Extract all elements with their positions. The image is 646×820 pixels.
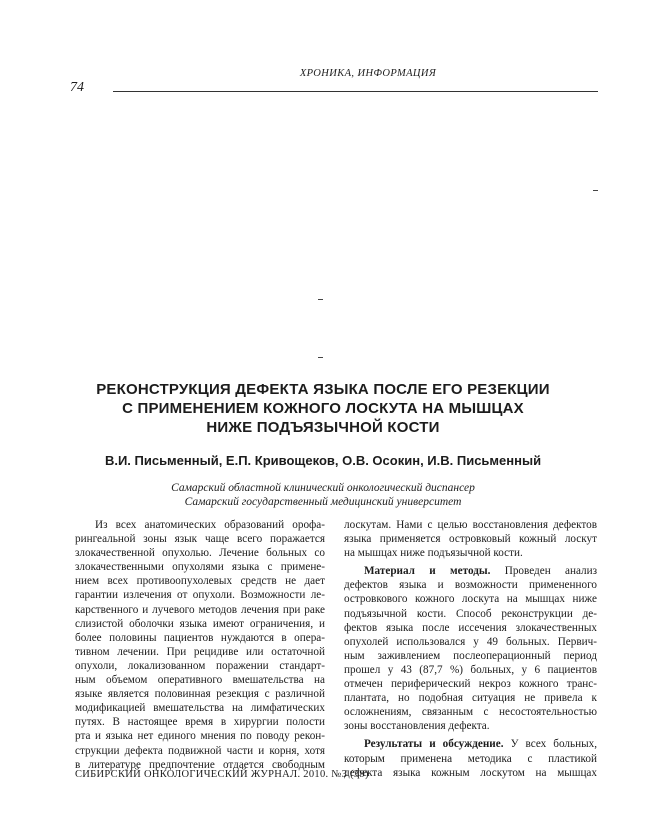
affiliation: Самарский государственный медицинский университет [184, 496, 462, 508]
page-number: 74 [70, 80, 84, 95]
text-line: отмечен периферический некроз кожного транс- [344, 678, 597, 691]
section-heading-methods: Материал и методы. [364, 565, 491, 578]
text-line: карственного и лучевого методов лечения при раке [75, 603, 325, 616]
right-column [344, 518, 597, 780]
text-line: на мышцах ниже подъязычной кости. [344, 547, 523, 560]
text-line: ным заживлением послеоперационный период [344, 649, 597, 662]
text-line [344, 564, 597, 578]
stray-dash-mark [318, 357, 323, 358]
text-line: плантата, но подобная ситуация не привела к [344, 692, 597, 705]
title-line: НИЖЕ ПОДЪЯЗЫЧНОЙ КОСТИ [206, 419, 440, 436]
affiliations [40, 481, 606, 509]
text-line: более половины пациентов нуждаются в опера- [75, 631, 325, 644]
text-line [344, 737, 597, 751]
text-line: нием всех противоопухолевых средств не дает [75, 575, 325, 588]
text-line: тивном лечении. При рецидиве или остаточной [75, 645, 325, 658]
text-line: языке является половинная резекция с различной [75, 688, 325, 701]
running-head: ХРОНИКА, ИНФОРМАЦИЯ [299, 68, 437, 79]
text-line: лоскутам. Нами с целью восстановления дефектов [344, 519, 597, 531]
text-line: языка применяется островковый кожный лоскут [344, 533, 597, 546]
stray-dash-mark [318, 299, 323, 300]
text-fragment: Проведен анализ [504, 565, 597, 578]
article-title [40, 380, 606, 437]
affiliation: Самарский областной клинический онкологический диспансер [171, 482, 475, 494]
text-line: дефектов языка и возможности примененного [344, 579, 597, 592]
text-line: путях. В настоящее время в хирургии полости [75, 716, 325, 729]
author-list: В.И. Письменный, Е.П. Кривощеков, О.В. Осокин, И.В. Письменный [104, 453, 542, 468]
text-line: рта и языка нет единого мнения по поводу рекон- [75, 730, 325, 743]
text-line: зоны восстановления дефекта. [344, 720, 490, 733]
text-line: островкового кожного лоскута на мышцах ниже [344, 593, 597, 606]
title-line: С ПРИМЕНЕНИЕМ КОЖНОГО ЛОСКУТА НА МЫШЦАХ [122, 400, 524, 417]
text-line: Из всех анатомических образований орофа- [95, 519, 325, 531]
text-line: злокачественной опухолью. Лечение больных со [75, 547, 325, 560]
text-line: слизистой оболочки языка имеют ограничения, и [75, 617, 325, 630]
text-line: в литературе предпочтение отдается свободным [75, 758, 325, 771]
journal-footer: СИБИРСКИЙ ОНКОЛОГИЧЕСКИЙ ЖУРНАЛ. 2010. №3 (39) [75, 769, 369, 780]
text-line: подъязычной кости. Способ реконструкции де- [344, 607, 597, 620]
text-line: дефекта языка кожным лоскутом на мышцах [344, 766, 597, 779]
text-line: струкции дефекта подвижной части и корня, хотя [75, 744, 325, 757]
header-rule [113, 91, 598, 92]
text-line: опухоли, локализованном поражении стандарт- [75, 659, 325, 672]
text-line: опухолей использовался у 49 больных. Первич- [344, 635, 597, 648]
section-heading-results: Результаты и обсуждение. [364, 738, 504, 751]
text-fragment: У всех больных, [510, 738, 598, 751]
text-line: ным объемом оперативного вмешательства на [75, 674, 325, 687]
text-line: модификацией вмешательства на лимфатических [75, 702, 325, 715]
text-line: осложнениям, связанным с несостоятельностью [344, 706, 597, 719]
stray-dash-mark [593, 190, 598, 191]
text-line: рингеальной зоны язык чаще всего поражается [75, 533, 325, 546]
text-line: гарантии излечения от опухоли. Возможности ле- [75, 589, 325, 602]
text-line: фектов языка после иссечения злокачественных [344, 621, 597, 634]
text-line: прошел у 43 (87,7 %) больных, у 6 пациентов [344, 663, 597, 676]
text-line: которым применена методика с пластикой [344, 752, 597, 765]
left-column [75, 518, 325, 772]
title-line: РЕКОНСТРУКЦИЯ ДЕФЕКТА ЯЗЫКА ПОСЛЕ ЕГО РЕЗЕКЦИИ [96, 381, 550, 398]
text-line: злокачественными опухолями языка с примене- [75, 561, 325, 574]
